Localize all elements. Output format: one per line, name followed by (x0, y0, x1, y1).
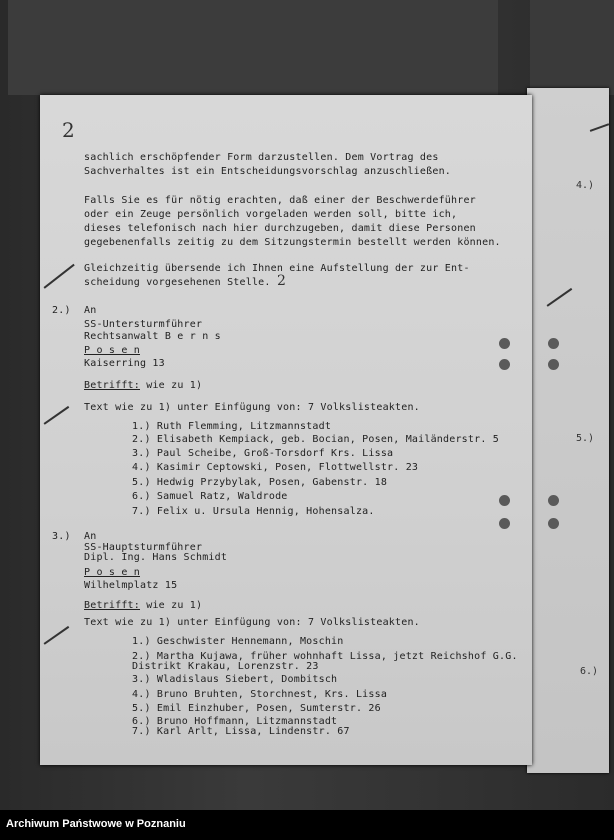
list-item: 4.) Bruno Bruhten, Storchnest, Krs. Lissa (132, 689, 388, 700)
address-city: P o s e n (84, 567, 140, 578)
side-marker-5: 5.) (576, 433, 595, 444)
text-line: oder ein Zeuge persönlich vorgeladen werden soll, bitte ich, (84, 209, 458, 220)
punch-hole (548, 359, 559, 370)
page-number-handwritten: 2 (62, 118, 75, 142)
list-item: Distrikt Krakau, Lorenzstr. 23 (132, 661, 319, 672)
betrifft-line (84, 600, 202, 611)
text-line: Text wie zu 1) unter Einfügung von: 7 Volkslisteakten. (84, 617, 420, 628)
betrifft-value: wie zu 1) (140, 380, 203, 391)
punch-hole (548, 338, 559, 349)
text-line: scheidung vorgesehenen Stelle. (84, 277, 271, 288)
list-item: 1.) Geschwister Hennemann, Moschin (132, 636, 344, 647)
address-street: Wilhelmplatz 15 (84, 580, 178, 591)
text-line: dieses telefonisch nach hier durchzugeben, damit diese Personen (84, 223, 476, 234)
punch-hole (499, 359, 510, 370)
punch-hole (499, 338, 510, 349)
list-item: 5.) Hedwig Przybylak, Posen, Gabenstr. 18 (132, 477, 388, 488)
archive-credit: Archiwum Państwowe w Poznaniu (6, 818, 186, 830)
punch-hole (499, 495, 510, 506)
betrifft-value: wie zu 1) (140, 600, 203, 611)
side-marker-4: 4.) (576, 180, 595, 191)
list-item: 7.) Felix u. Ursula Hennig, Hohensalza. (132, 506, 375, 517)
handwritten-note: 2 (277, 273, 286, 289)
text-line: gegebenenfalls zeitig zu dem Sitzungstermin bestellt werden können. (84, 237, 501, 248)
section-number: 3.) (52, 531, 71, 542)
address-name: Rechtsanwalt B e r n s (84, 331, 221, 342)
backing-board (8, 0, 498, 95)
backing-board-right (530, 0, 614, 95)
betrifft-label: Betrifft: (84, 380, 140, 391)
list-item: 3.) Wladislaus Siebert, Dombitsch (132, 674, 338, 685)
list-item: 3.) Paul Scheibe, Groß-Torsdorf Krs. Lissa (132, 448, 394, 459)
text-line: Sachverhaltes ist ein Entscheidungsvorschlag anzuschließen. (84, 166, 452, 177)
text-line: Falls Sie es für nötig erachten, daß einer der Beschwerdeführer (84, 195, 476, 206)
text-line: sachlich erschöpfender Form darzustellen. Dem Vortrag des (84, 152, 439, 163)
punch-hole (548, 495, 559, 506)
address-an: An (84, 531, 97, 542)
side-marker-6: 6.) (580, 666, 599, 677)
list-item: 7.) Karl Arlt, Lissa, Lindenstr. 67 (132, 726, 350, 737)
list-item: 5.) Emil Einzhuber, Posen, Sumterstr. 26 (132, 703, 381, 714)
address-rank: SS-Untersturmführer (84, 319, 203, 330)
text-line: Gleichzeitig übersende ich Ihnen eine Aufstellung der zur Ent- (84, 263, 470, 274)
section-number: 2.) (52, 305, 71, 316)
list-item: 2.) Martha Kujawa, früher wohnhaft Lissa, jetzt Reichshof G.G. (132, 651, 518, 662)
address-rank: SS-Hauptsturmführer (84, 542, 203, 553)
address-city: P o s e n (84, 345, 140, 356)
list-item: 6.) Bruno Hoffmann, Litzmannstadt (132, 716, 338, 727)
punch-hole (548, 518, 559, 529)
list-item: 6.) Samuel Ratz, Waldrode (132, 491, 288, 502)
betrifft-line (84, 380, 202, 391)
list-item: 2.) Elisabeth Kempiack, geb. Bocian, Posen, Mailänderstr. 5 (132, 434, 500, 445)
text-line: Text wie zu 1) unter Einfügung von: 7 Volkslisteakten. (84, 402, 420, 413)
list-item: 4.) Kasimir Ceptowski, Posen, Flottwellstr. 23 (132, 462, 419, 473)
punch-hole (499, 518, 510, 529)
address-name: Dipl. Ing. Hans Schmidt (84, 552, 228, 563)
address-an: An (84, 305, 97, 316)
address-street: Kaiserring 13 (84, 358, 165, 369)
betrifft-label: Betrifft: (84, 600, 140, 611)
list-item: 1.) Ruth Flemming, Litzmannstadt (132, 421, 332, 432)
